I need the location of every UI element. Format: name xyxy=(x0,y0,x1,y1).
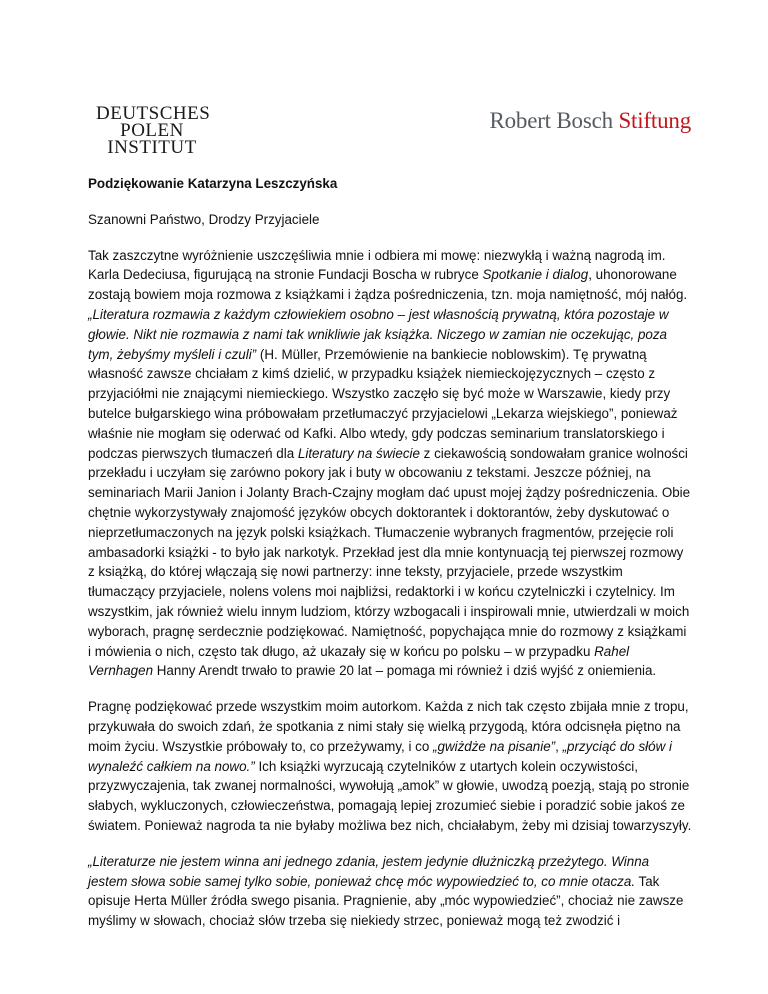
p3-quote-a: „Literaturze nie jestem winna ani jednego zdania, jestem jedynie dłużniczką przeżytego. Winna jestem słowa sobie samej tylko sobie, ponieważ chcę móc wypowiedzieć to, co mnie otacza. xyxy=(88,853,650,889)
logo-rbs-stiftung: Stiftung xyxy=(618,108,691,133)
paragraph-1 xyxy=(88,246,692,682)
p1-italic-b: Spotkanie i dialog xyxy=(482,267,589,283)
p1-text-g: z ciekawością sondowałam granice wolności przekładu i uczyłam się zarówno pokory jak i buty w obcowaniu z tekstami. Jeszcze później, na seminariach Marii Janion i Jolanty Brach-Czajny mogłam dać upust mojej żądzy pośredniczenia. Obie chętnie wykorzystywały znajomość języków obcych doktorantek i doktorantów, żeby dyskutować o nieprzetłumaczonych na język polski książkach. Tłumaczenie wybranych fragmentów, przejęcie roli ambasadorki książki - to było jak narkotyk. Przekład jest dla mnie kontynuacją tej pierwszej rozmowy z książką, do której włączają się nowi partnerzy: inne teksty, przyjaciele, przede wszystkim tłumaczący przyjaciele, nolens volens moi najbliżsi, redaktorki i w końcu czytelniczki i czytelnicy. Im wszystkim, jak również wielu innym ludziom, którzy wzbogacali i inspirowali mnie, utwierdzali w moich wyborach, pragnę serdecznie podziękować. Namiętność, popychająca mnie do rozmowy z książkami i mówienia o nich, często tak długo, aż ukazały się w końcu po polsku – w przypadku xyxy=(88,445,691,659)
p2-italic-d: „przyciąć do słów i wynaleźć całkiem na nowo.” xyxy=(88,738,672,774)
p2-italic-b: „gwiżdże na pisanie” xyxy=(433,738,556,754)
deutsches-polen-institut-logo xyxy=(96,103,211,158)
p1-italic-h: Rahel Vernhagen xyxy=(88,643,630,679)
paragraph-2 xyxy=(88,697,692,836)
p3-text-b: Tak opisuje Herta Müller źródła swego pisania. Pragnienie, aby „móc wypowiedzieć”, chociaż nie zawsze myślimy w słowach, chociaż słów trzeba się niekiedy strzec, ponieważ mogą też zwodzić i xyxy=(88,873,684,929)
robert-bosch-stiftung-logo xyxy=(489,108,691,134)
logo-rbs-name: Robert Bosch xyxy=(489,108,613,133)
logo-dpi-line-3: INSTITUT xyxy=(107,137,197,158)
paragraph-3 xyxy=(88,852,692,931)
p1-text-c: , uhonorowane zostają bowiem moja rozmowa z książkami i żądza pośredniczenia, tzn. moja namiętność, mój nałóg. xyxy=(88,267,688,303)
logo-dpi-line-2: POLEN xyxy=(120,120,184,141)
document-body xyxy=(88,174,692,947)
p2-text-c: , xyxy=(555,738,563,754)
p2-text-e: Ich książki wyrzucają czytelników z utartych kolein oczywistości, przyzwyczajenia, tak zwanej normalności, wywołują „amok” w głowie, uwodzą poezją, stają po stronie słabych, wykluczonych, człowieczeństwa, pomagają lepiej zrozumieć siebie i poradzić sobie jakoś ze światem. Ponieważ nagroda ta nie byłaby możliwa bez nich, chciałabym, żeby mi dzisiaj towarzyszyły. xyxy=(88,758,692,833)
p2-text-a: Pragnę podziękować przede wszystkim moim autorkom. Każda z nich tak często zbijała mnie z tropu, przykuwała do swoich zdań, że spotkania z nimi stały się wielką przygodą, która odcisnęła piętno na moim życiu. Wszystkie próbowały to, co przeżywamy, i co xyxy=(88,699,689,754)
p1-text-i: Hanny Arendt trwało to prawie 20 lat – pomaga mi również i dziś wyjść z oniemienia. xyxy=(153,663,657,679)
p1-text-a: Tak zaszczytne wyróżnienie uszczęśliwia mnie i odbiera mi mowę: niezwykłą i ważną nagrodą im. Karla Dedeciusa, figurującą na stronie Fundacji Boscha w rubryce xyxy=(88,247,666,283)
p1-text-e: (H. Müller, Przemówienie na bankiecie noblowskim). Tę prywatną własność zawsze chciałam z kimś dzielić, w przypadku książek niemieckojęzycznych – często z przyjaciółmi nie znającymi niemieckiego. Wszystko zaczęło się być może w Warszawie, kiedy przy butelce bułgarskiego wina próbowałam przetłumaczyć przyjacielowi „Lekarza wiejskiego”, ponieważ właśnie nie mogłam się oderwać od Kafki. Albo wtedy, gdy podczas seminarium translatorskiego i podczas pierwszych tłumaczeń dla xyxy=(88,346,678,461)
p1-italic-f: Literatury na świecie xyxy=(297,445,420,461)
document-title: Podziękowanie Katarzyna Leszczyńska xyxy=(88,176,338,191)
p1-quote-d: „Literatura rozmawia z każdym człowiekiem osobno – jest własnością prywatną, która pozostaje w głowie. Nikt nie rozmawia z nami tak wnikliwie jak książka. Niczego w zamian nie oczekując, poza tym, żebyśmy myśleli i czuli” xyxy=(88,306,669,362)
logo-dpi-line-1: DEUTSCHES xyxy=(96,103,211,124)
salutation: Szanowni Państwo, Drodzy Przyjaciele xyxy=(88,211,320,227)
